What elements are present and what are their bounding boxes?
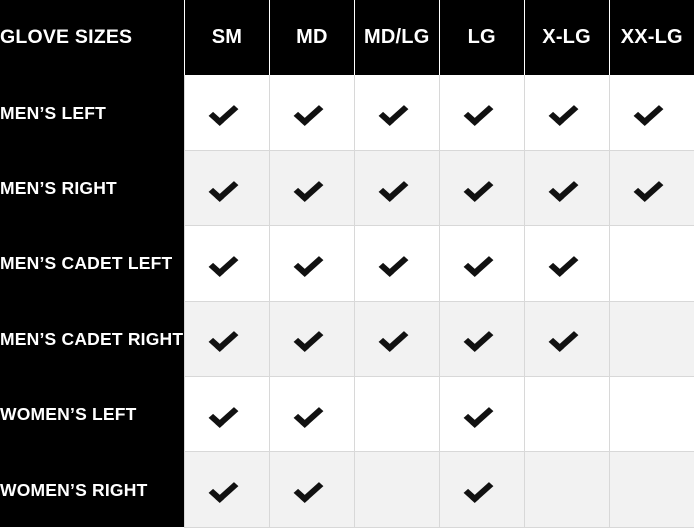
table-row: [0, 226, 694, 301]
check-icon: [468, 250, 496, 272]
table-row: [0, 301, 694, 376]
cell-womens-left-xxlg: [609, 377, 694, 452]
cell-mens-cadet-left-xxlg: [609, 226, 694, 301]
table-header: [0, 0, 694, 75]
check-icon: [298, 99, 326, 121]
cell-womens-left-md: [269, 377, 354, 452]
check-icon: [383, 175, 411, 197]
cell-womens-right-lg: [439, 452, 524, 527]
row-header-mens-cadet-left: MEN’S CADET LEFT: [0, 226, 185, 301]
check-icon: [298, 401, 326, 423]
cell-womens-right-xxlg: [609, 452, 694, 527]
check-icon: [298, 250, 326, 272]
cell-womens-left-lg: [439, 377, 524, 452]
check-icon: [553, 175, 581, 197]
cell-mens-right-md: [269, 150, 354, 225]
row-header-mens-cadet-right: MEN’S CADET RIGHT: [0, 301, 185, 376]
cell-womens-left-mdlg: [354, 377, 439, 452]
check-icon: [213, 325, 241, 347]
check-icon: [213, 250, 241, 272]
check-icon: [298, 325, 326, 347]
cell-mens-left-lg: [439, 75, 524, 150]
cell-womens-right-md: [269, 452, 354, 527]
column-header-lg: LG: [439, 0, 524, 75]
cell-mens-cadet-right-md: [269, 301, 354, 376]
cell-mens-cadet-right-mdlg: [354, 301, 439, 376]
table-row: [0, 75, 694, 150]
cell-mens-left-md: [269, 75, 354, 150]
table-row: [0, 452, 694, 527]
check-icon: [383, 250, 411, 272]
cell-womens-right-sm: [185, 452, 270, 527]
check-icon: [213, 401, 241, 423]
cell-mens-cadet-right-sm: [185, 301, 270, 376]
check-icon: [468, 325, 496, 347]
cell-mens-cadet-left-mdlg: [354, 226, 439, 301]
column-header-md: MD: [269, 0, 354, 75]
check-icon: [638, 99, 666, 121]
header-row: [0, 0, 694, 75]
cell-womens-right-xlg: [524, 452, 609, 527]
column-header-sm: SM: [185, 0, 270, 75]
cell-mens-cadet-left-sm: [185, 226, 270, 301]
cell-mens-left-xlg: [524, 75, 609, 150]
table-title: GLOVE SIZES: [0, 0, 185, 75]
cell-mens-left-mdlg: [354, 75, 439, 150]
check-icon: [638, 175, 666, 197]
cell-mens-cadet-left-md: [269, 226, 354, 301]
cell-mens-right-xxlg: [609, 150, 694, 225]
check-icon: [468, 476, 496, 498]
cell-mens-left-sm: [185, 75, 270, 150]
cell-mens-right-mdlg: [354, 150, 439, 225]
table-row: [0, 377, 694, 452]
check-icon: [468, 175, 496, 197]
check-icon: [553, 325, 581, 347]
check-icon: [213, 99, 241, 121]
column-header-xlg: X-LG: [524, 0, 609, 75]
check-icon: [553, 99, 581, 121]
check-icon: [468, 99, 496, 121]
cell-womens-left-xlg: [524, 377, 609, 452]
cell-mens-cadet-left-lg: [439, 226, 524, 301]
check-icon: [468, 401, 496, 423]
column-header-xxlg: XX-LG: [609, 0, 694, 75]
cell-mens-cadet-right-xlg: [524, 301, 609, 376]
check-icon: [213, 175, 241, 197]
cell-mens-right-xlg: [524, 150, 609, 225]
cell-womens-left-sm: [185, 377, 270, 452]
check-icon: [213, 476, 241, 498]
table-row: [0, 150, 694, 225]
cell-mens-cadet-right-lg: [439, 301, 524, 376]
cell-mens-left-xxlg: [609, 75, 694, 150]
table-body: [0, 75, 694, 527]
check-icon: [383, 325, 411, 347]
cell-mens-right-sm: [185, 150, 270, 225]
row-header-womens-left: WOMEN’S LEFT: [0, 377, 185, 452]
row-header-womens-right: WOMEN’S RIGHT: [0, 452, 185, 527]
row-header-mens-left: MEN’S LEFT: [0, 75, 185, 150]
cell-mens-cadet-left-xlg: [524, 226, 609, 301]
cell-womens-right-mdlg: [354, 452, 439, 527]
cell-mens-right-lg: [439, 150, 524, 225]
cell-mens-cadet-right-xxlg: [609, 301, 694, 376]
row-header-mens-right: MEN’S RIGHT: [0, 150, 185, 225]
check-icon: [553, 250, 581, 272]
check-icon: [383, 99, 411, 121]
check-icon: [298, 175, 326, 197]
check-icon: [298, 476, 326, 498]
column-header-mdlg: MD/LG: [354, 0, 439, 75]
